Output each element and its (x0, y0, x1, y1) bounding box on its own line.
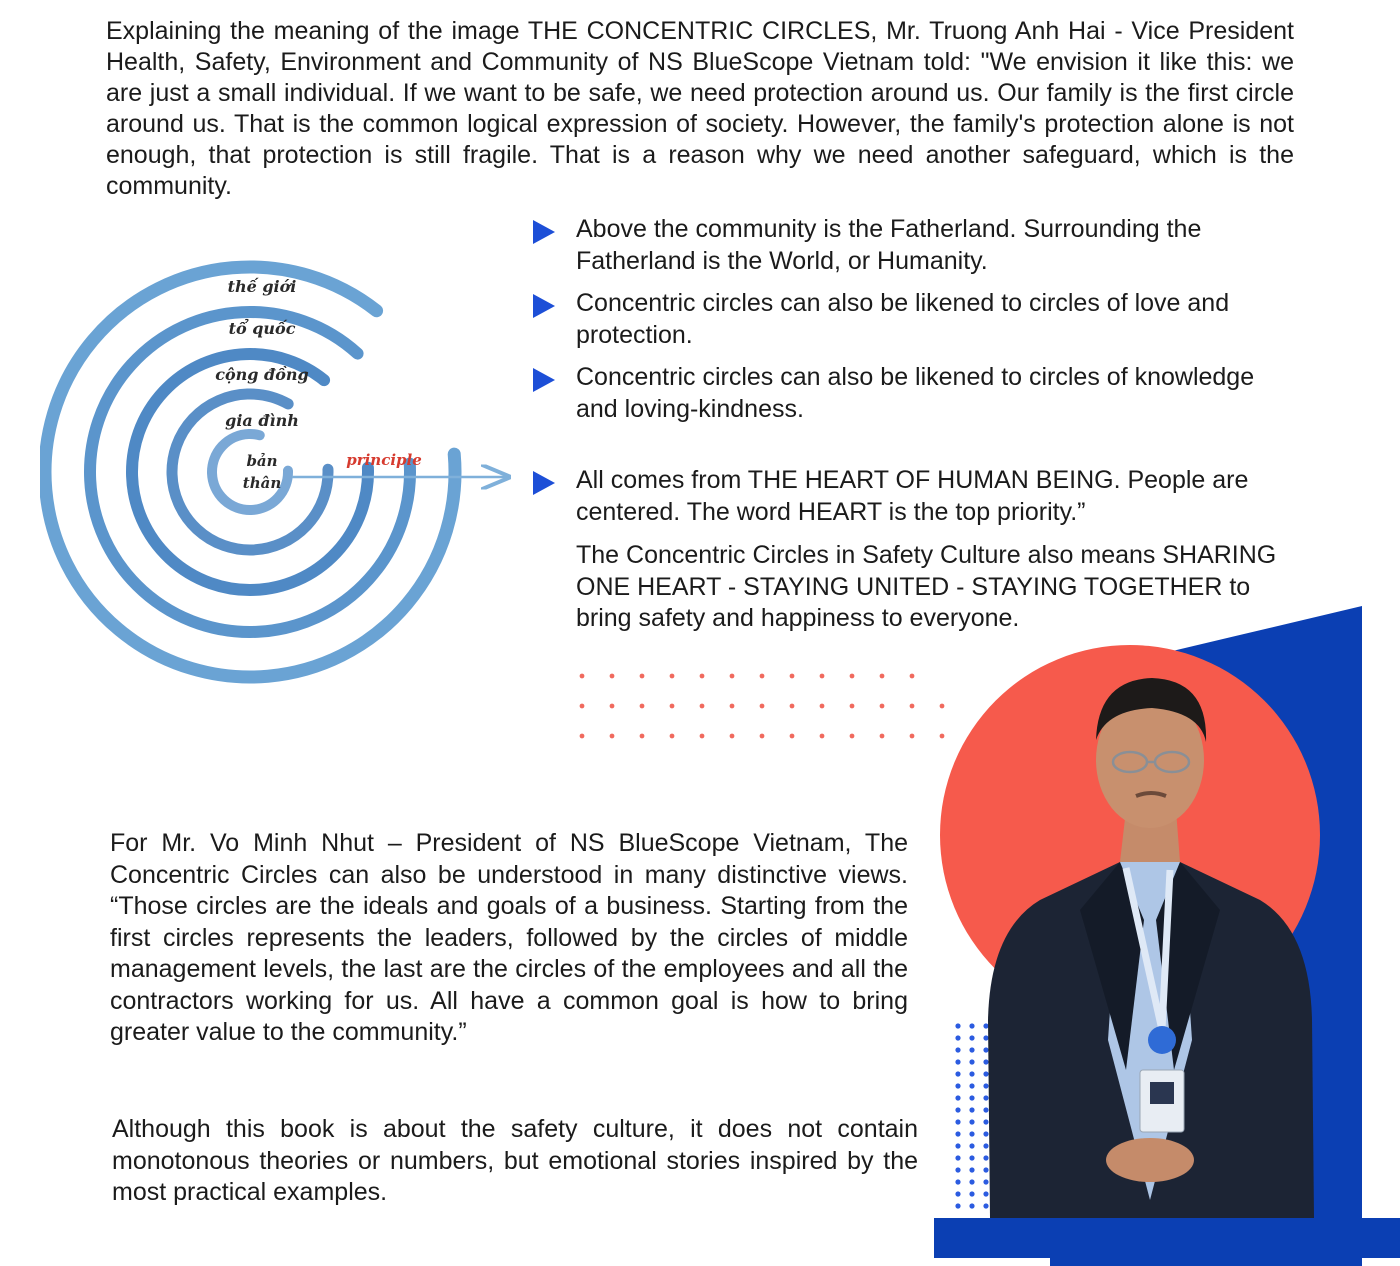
label-fatherland: tổ quốc (228, 319, 296, 338)
concentric-circles-diagram (40, 240, 520, 700)
book-note: Although this book is about the safety culture, it does not contain monotonous theories or numbers, but emotional stories inspired by the most practical examples. (112, 1115, 918, 1206)
bullet-list (530, 214, 1290, 539)
blue-bottom-bar (934, 1218, 1400, 1258)
label-community: cộng đồng (215, 365, 309, 384)
president-quote: For Mr. Vo Minh Nhut – President of NS BlueScope Vietnam, The Concentric Circles can also be understood in many distinctive views. “Those circles are the ideals and goals of a business. Starting from the first circles represents the leaders, followed by the circles of middle management levels, the last are the circles of the employees and all the contractors working for us. All have a common goal is how to bring greater value to the community.” (110, 829, 908, 1046)
label-world: thế giới (227, 277, 297, 296)
triangle-bullet-icon (533, 471, 555, 495)
ring-self (211, 433, 290, 512)
intro-paragraph: Explaining the meaning of the image THE CONCENTRIC CIRCLES, Mr. Truong Anh Hai - Vice President Health, Safety, Environment and Community of NS BlueScope Vietnam told: "We envision it like this: we are just a small individual. If we want to be safe, we need protection around us. Our family is the first circle around us. That is the common logical expression of society. However, the family's protection alone is not enough, that protection is still fragile. That is a reason why we need another safeguard, which is the community. (106, 17, 1294, 200)
triangle-bullet-icon (533, 220, 555, 244)
closing-note: The Concentric Circles in Safety Culture also means SHARING ONE HEART - STAYING UNITED - STAYING TOGETHER to bring safety and happiness to everyone. (576, 541, 1277, 632)
label-self-1: bản (246, 452, 278, 470)
bullet-item (530, 288, 1290, 351)
bullet-text: Concentric circles can also be likened to circles of love and protection. (576, 289, 1230, 349)
label-self-2: thân (242, 474, 282, 492)
triangle-bullet-icon (533, 294, 555, 318)
bullet-text: Above the community is the Fatherland. Surrounding the Fatherland is the World, or Humanity. (576, 215, 1202, 275)
triangle-bullet-icon (533, 368, 555, 392)
bullet-text: All comes from THE HEART OF HUMAN BEING. People are centered. The word HEART is the top priority.” (576, 466, 1249, 526)
ring-community (128, 350, 372, 594)
label-principle: principle (346, 451, 422, 469)
portrait-panel (930, 600, 1400, 1266)
bullet-item (530, 362, 1290, 425)
bullet-text: Concentric circles can also be likened to circles of knowledge and loving-kindness. (576, 363, 1255, 423)
bullet-item (530, 465, 1290, 528)
bullet-item (530, 214, 1290, 277)
label-family: gia đình (225, 411, 299, 430)
